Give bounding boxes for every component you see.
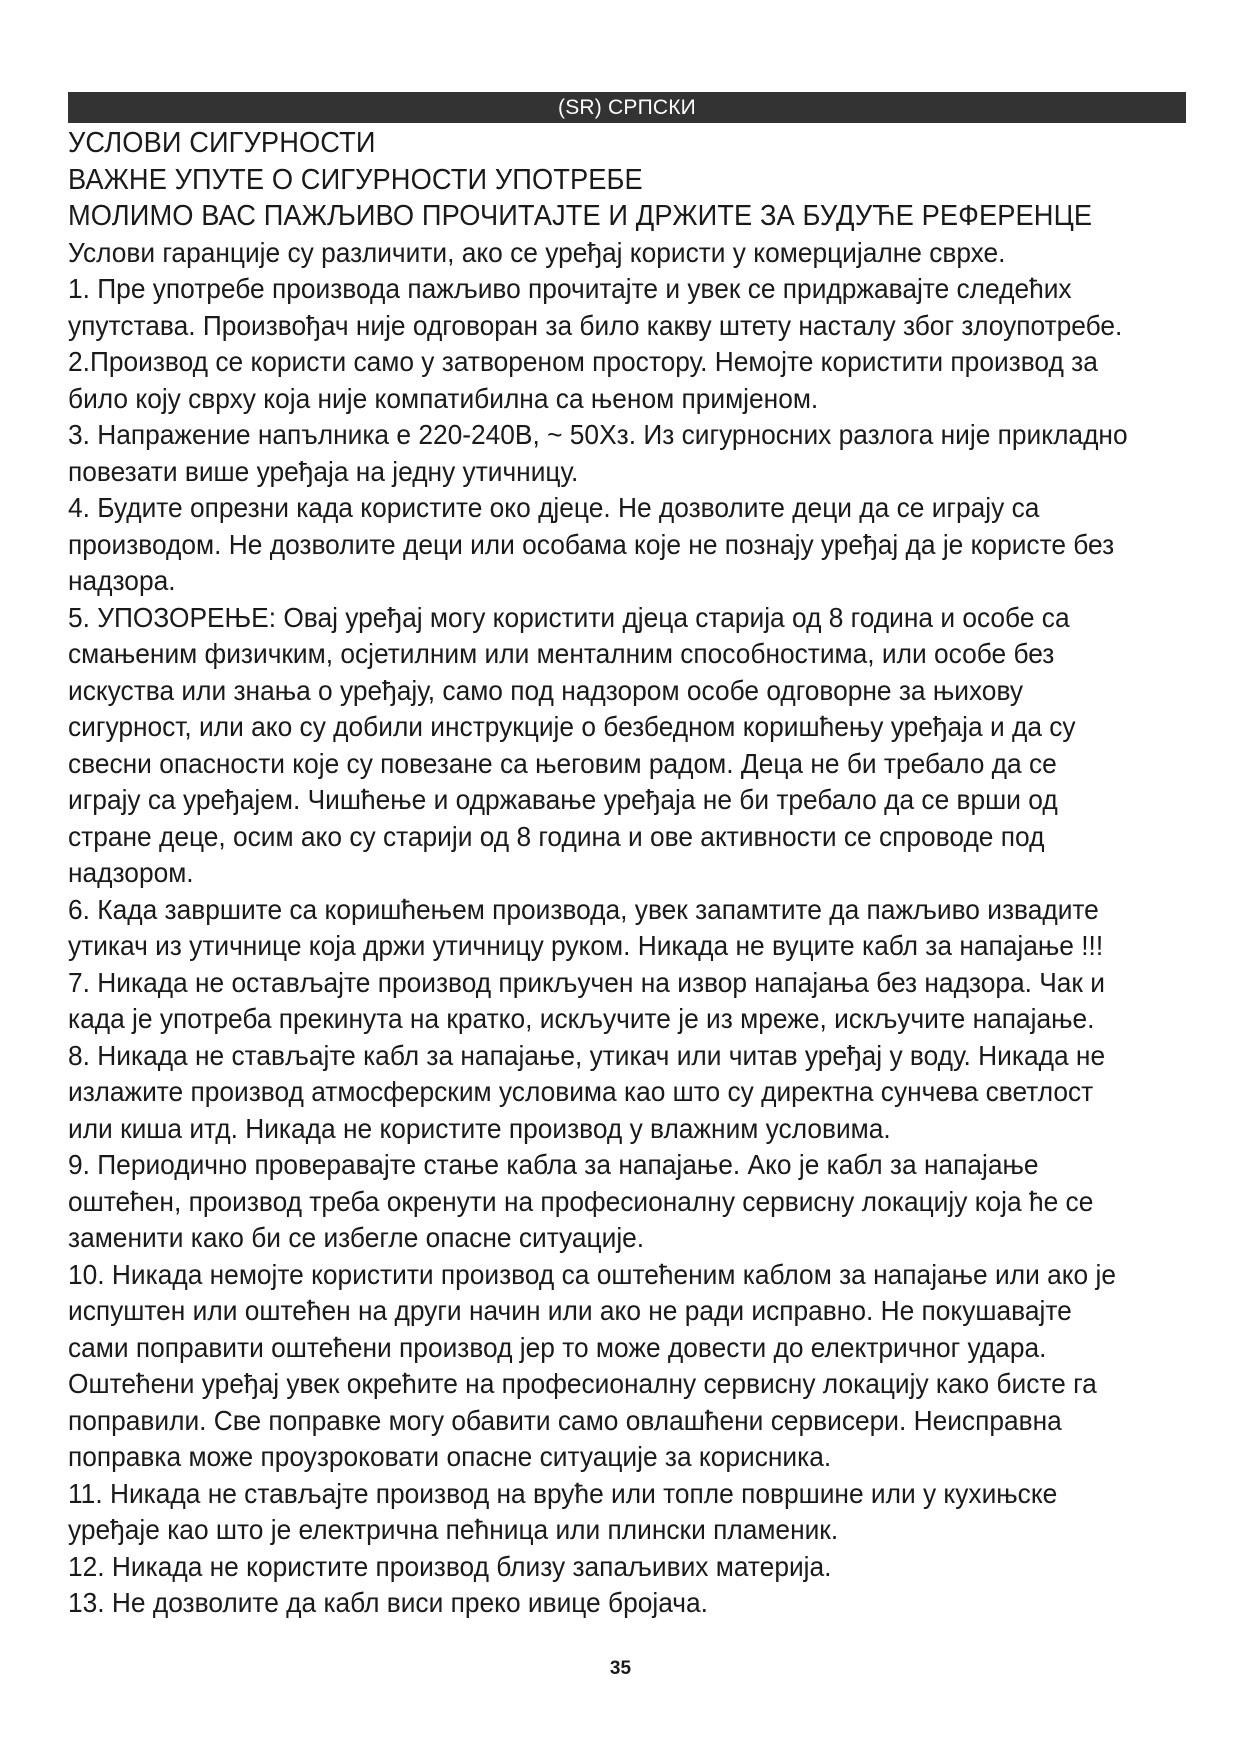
safety-item-9: 9. Периодично проверавајте стање кабла за напајање. Ако је кабл за напајање оштећен, производ треба окренути на професионалну сервисну локацију која ће се заменити како би се избегле опасне ситуације.	[68, 1149, 1094, 1253]
safety-item-1: 1. Пре употребе производа пажљиво прочитајте и увек се придржавајте следећих упутстава. Произвођач није одговоран за било какву штету насталу због злоупотребе.	[68, 273, 1123, 341]
safety-item-6: 6. Када завршите са коришћењем производа, увек запамтите да пажљиво извадите утикач из утичнице која држи утичницу руком. Никада не вуците кабл за напајање !!!	[68, 893, 1104, 961]
safety-item-3: 3. Напражение напълника е 220-240В, ~ 50Хз. Из сигурносних разлога није прикладно повезати више уређаја на једну утичницу.	[68, 419, 1128, 487]
safety-item-11: 11. Никада не стављајте производ на вруће или топле површине или у кухињске уређаје као што је електрична пећница или плински пламеник.	[68, 1477, 1058, 1545]
section-title: УСЛОВИ СИГУРНОСТИ	[68, 127, 376, 159]
safety-item-5: 5. УПОЗОРЕЊЕ: Овај уређај могу користити дјеца старија од 8 година и особе са смањеним физичким, осјетилним или менталним способностима, или особе без искуства или знања о уређају, само под надзором особе одговорне за њихову сигурност, или ако су добили инструкције о безбедном коришћењу уређаја и да су свесни опасности које су повезане са његовим радом. Деца не би требало да се играју са уређајем. Чишћење и одржавање уређаја не би требало да се врши од стране деце, осим ако су старији од 8 година и ове активности се спроводе под надзором.	[68, 601, 1076, 888]
safety-item-10: 10. Никада немојте користити производ са оштећеним каблом за напајање или ако је испуштен или оштећен на други начин или ако не ради исправно. Не покушавајте сами поправити оштећени производ јер то може довести до електричног удара. Оштећени уређај увек окрећите на професионалну сервисну локацију како бисте га поправили. Све поправке могу обавити само овлашћени сервисери. Неисправна поправка може проузроковати опасне ситуације за корисника.	[68, 1258, 1116, 1472]
safety-content	[68, 125, 1130, 1622]
language-header-bar: (SR) СРПСКИ	[68, 92, 1186, 123]
warranty-intro: Услови гаранције су различити, ако се уређај користи у комерцијалне сврхе.	[68, 236, 1006, 268]
safety-item-4: 4. Будите опрезни када користите око дјеце. Не дозволите деци да се играју са производом. Не дозволите деци или особама које не познају уређај да је користе без надзора.	[68, 492, 1115, 596]
safety-item-7: 7. Никада не остављајте производ прикључен на извор напајања без надзора. Чак и када је употреба прекинута на кратко, искључите је из мреже, искључите напајање.	[68, 966, 1105, 1034]
safety-item-13: 13. Не дозволите да кабл виси преко ивице бројача.	[68, 1587, 708, 1618]
section-subtitle: ВАЖНЕ УПУТЕ О СИГУРНОСТИ УПОТРЕБЕ	[68, 163, 643, 196]
safety-item-2: 2.Производ се користи само у затвореном простору. Немојте користити производ за било коју сврху која није компатибилна са њеном примјеном.	[68, 346, 1098, 414]
safety-item-8: 8. Никада не стављајте кабл за напајање, утикач или читав уређај у воду. Никада не излажите производ атмосферским условима као што су директна сунчева светлост или киша итд. Никада не користите производ у влажним условима.	[68, 1039, 1106, 1144]
page-number: 35	[609, 1658, 632, 1679]
reference-notice: МОЛИМО ВАС ПАЖЉИВО ПРОЧИТАЈТЕ И ДРЖИТЕ ЗА БУДУЋЕ РЕФЕРЕНЦЕ	[68, 200, 1093, 232]
safety-item-12: 12. Никада не користите производ близу запаљивих материја.	[68, 1550, 832, 1582]
